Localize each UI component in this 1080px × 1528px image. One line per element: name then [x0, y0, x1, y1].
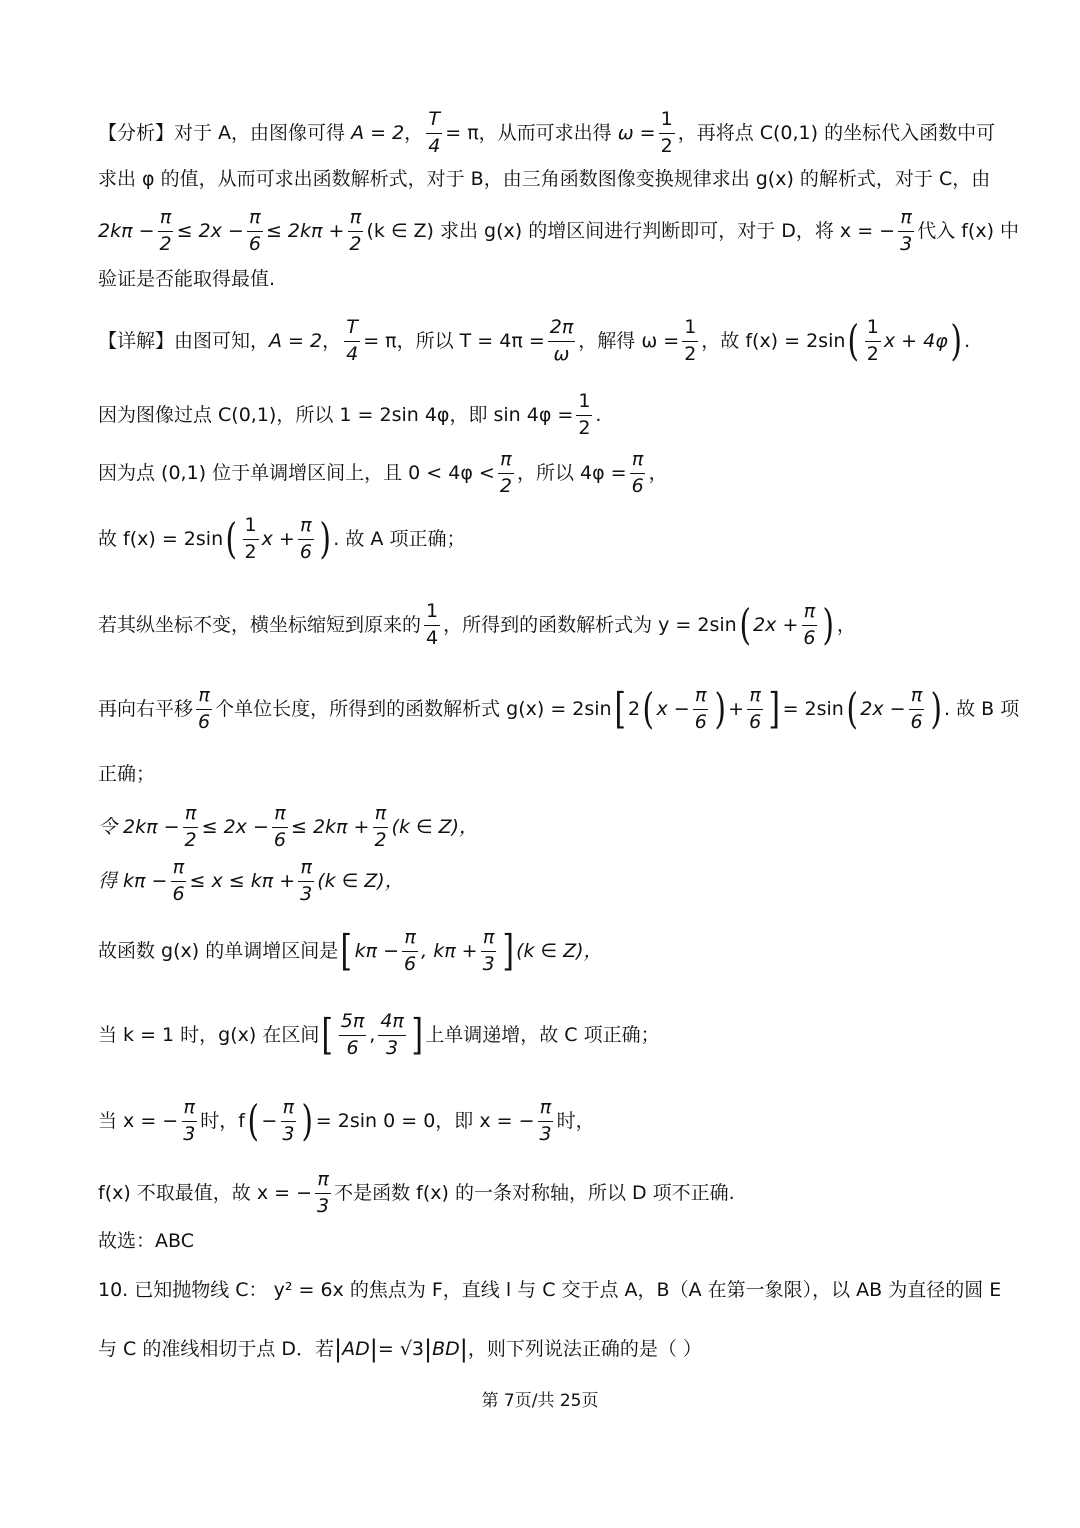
fraction: $\frac{\pi}{6}$: [910, 684, 923, 733]
fraction: $\frac{\pi}{6}$: [273, 802, 286, 851]
detail-line-1: 【详解】由图可知，A = 2， $\frac{T}{4}$ = π，所以 T = 4π = $\frac{2\pi}{\omega}$ ，解得 ω = $\frac{1}{2}$ ，故 f(x) = 2sin( $\frac{1}{2}$ x + 4φ) .: [98, 316, 971, 366]
fraction: $\frac{\pi}{2}$: [159, 206, 172, 255]
detail-line-10: 故函数 g(x) 的单调增区间是[ kπ − $\frac{\pi}{6}$ , kπ + $\frac{\pi}{3}$ ] (k ∈ Z)，: [98, 926, 603, 976]
detail-line-9: 得 kπ − $\frac{\pi}{6}$ ≤ x ≤ kπ + $\frac{\pi}{3}$ (k ∈ Z)，: [98, 856, 404, 905]
detail-line-2: 因为图像过点 C(0,1)，所以 1 = 2sin 4φ，即 sin 4φ = $\frac{1}{2}$ .: [98, 390, 602, 439]
fraction: $\frac{\pi}{2}$: [349, 206, 362, 255]
analysis-line-4: 验证是否能取得最值.: [98, 268, 276, 290]
analysis-line-1: [98, 110, 995, 157]
fraction: $\frac{T}{4}$: [346, 316, 359, 365]
fraction: $\frac{\pi}{3}$: [300, 856, 313, 905]
text: ，: [404, 121, 424, 144]
analysis-line-2: 求出 φ 的值，从而可求出函数解析式，对于 B，由三角函数图像变换规律求出 g(x) 的解析式，对于 C，由: [98, 168, 991, 190]
fraction: $\frac{\pi}{6}$: [299, 514, 312, 563]
fraction: $\frac{1}{2}$: [578, 390, 591, 439]
fraction: $\frac{\pi}{6}$: [404, 926, 417, 975]
fraction: $\frac{\pi}{3}$: [539, 1096, 552, 1145]
fraction: $\frac{1}{2}$: [866, 316, 879, 365]
fraction: $\frac{\pi}{2}$: [374, 802, 387, 851]
text: ，再将点 C(0,1) 的坐标代入函数中可: [677, 121, 996, 144]
detail-line-13: f(x) 不取最值，故 x = − $\frac{\pi}{3}$ 不是函数 f(x) 的一条对称轴，所以 D 项不正确.: [98, 1168, 735, 1217]
detail-line-8: 令 2kπ − $\frac{\pi}{2}$ ≤ 2x − $\frac{\pi}{6}$ ≤ 2kπ + $\frac{\pi}{2}$ (k ∈ Z)，: [98, 802, 479, 851]
fraction: $\frac{1}{2}$: [660, 108, 673, 157]
fraction: $\frac{1}{4}$: [426, 600, 439, 649]
fraction: $\frac{\pi}{6}$: [172, 856, 185, 905]
text: = π，从而可求出得: [445, 121, 618, 144]
fraction: $\frac{\pi}{2}$: [184, 802, 197, 851]
detail-line-3: 因为点 (0,1) 位于单调增区间上，且 0 < 4φ < $\frac{\pi}{2}$ ，所以 4φ = $\frac{\pi}{6}$ ，: [98, 448, 668, 497]
fraction: $\frac{T}{4}$: [428, 108, 441, 157]
fraction: $\frac{\pi}{6}$: [248, 206, 261, 255]
fraction: $\frac{\pi}{3}$: [482, 926, 495, 975]
fraction: $\frac{4\pi}{3}$: [380, 1010, 404, 1059]
analysis-line-3: 2kπ − $\frac{\pi}{2}$ ≤ 2x − $\frac{\pi}{6}$ ≤ 2kπ + $\frac{\pi}{2}$ (k ∈ Z) 求出 g(x) 的增区间进行判断即可，对于 D，将 x = − $\frac{\pi}{3}$ 代入 f(x) 中: [98, 206, 1020, 255]
fraction: $\frac{\pi}{6}$: [198, 684, 211, 733]
math: A = 2: [351, 121, 405, 144]
fraction: $\frac{\pi}{3}$: [282, 1096, 295, 1145]
detail-line-7: 正确；: [98, 763, 156, 785]
fraction: $\frac{\pi}{6}$: [803, 600, 816, 649]
fraction: $\frac{5\pi}{6}$: [340, 1010, 365, 1059]
fraction: $\frac{\pi}{3}$: [183, 1096, 196, 1145]
fraction: $\frac{1}{2}$: [244, 514, 257, 563]
text: 【分析】对于 A，由图像可得: [98, 121, 352, 144]
fraction: $\frac{1}{2}$: [684, 316, 697, 365]
fraction: $\frac{\pi}{6}$: [749, 684, 762, 733]
math: ω =: [617, 121, 656, 144]
detail-line-11: 当 k = 1 时，g(x) 在区间[ $\frac{5\pi}{6}$ , $\frac{4\pi}{3}$ ] 上单调递增，故 C 项正确；: [98, 1010, 660, 1060]
fraction: $\frac{\pi}{3}$: [900, 206, 913, 255]
problem-10-line-1: 10. 已知抛物线 C： y² = 6x 的焦点为 F，直线 l 与 C 交于点 A，B（A 在第一象限），以 AB 为直径的圆 E: [98, 1279, 1002, 1301]
detail-line-12: 当 x = − $\frac{\pi}{3}$ 时，f( − $\frac{\pi}{3}$ ) = 2sin 0 = 0，即 x = − $\frac{\pi}{3}$ 时，: [98, 1096, 595, 1146]
fraction: $\frac{\pi}{2}$: [499, 448, 512, 497]
detail-line-4: 故 f(x) = 2sin( $\frac{1}{2}$ x + $\frac{\pi}{6}$ ) . 故 A 项正确；: [98, 514, 466, 564]
fraction: $\frac{\pi}{6}$: [694, 684, 707, 733]
page-footer: 第 7页/共 25页: [481, 1391, 599, 1411]
fraction: $\frac{\pi}{6}$: [631, 448, 644, 497]
fraction: $\frac{\pi}{3}$: [317, 1168, 330, 1217]
detail-line-14: 故选：ABC: [98, 1230, 194, 1252]
fraction: $\frac{2\pi}{\omega}$: [549, 316, 574, 365]
detail-line-6: 再向右平移 $\frac{\pi}{6}$ 个单位长度，所得到的函数解析式 g(x) = 2sin[ 2( x − $\frac{\pi}{6}$ ) + $\frac{\pi}{6}$ ] = 2sin( 2x − $\frac{\pi}{6}$ ) . 故 B 项: [98, 684, 1020, 734]
detail-line-5: 若其纵坐标不变，横坐标缩短到原来的 $\frac{1}{4}$ ，所得到的函数解析式为 y = 2sin( 2x + $\frac{\pi}{6}$ ) ，: [98, 600, 856, 650]
problem-10-line-2: 与 C 的准线相切于点 D．若|AD|= √3|BD|，则下列说法正确的是（ ）: [98, 1335, 702, 1363]
